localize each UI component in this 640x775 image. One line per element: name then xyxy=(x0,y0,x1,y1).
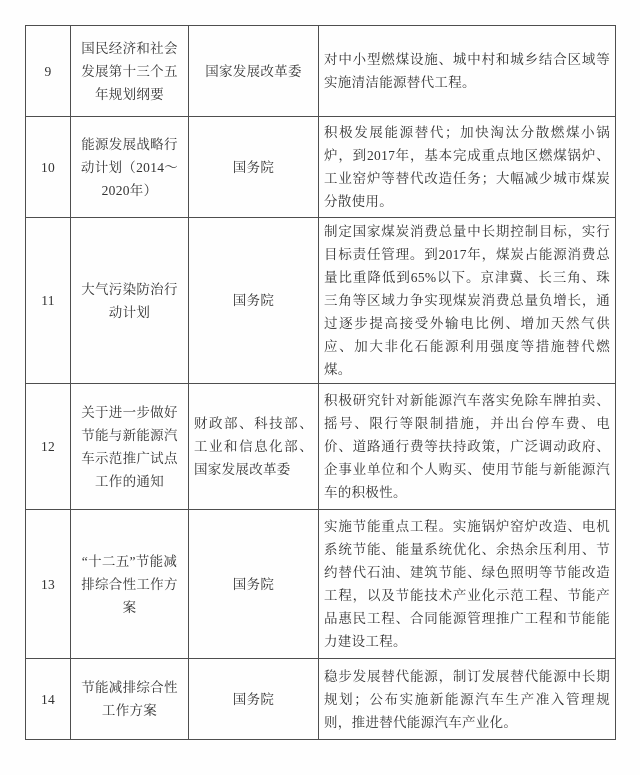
table-row xyxy=(26,218,616,384)
policy-table-body xyxy=(26,26,616,740)
cell-policy-name: 能源发展战略行动计划（2014～2020年） xyxy=(71,117,189,218)
cell-policy-name: 国民经济和社会发展第十三个五年规划纲要 xyxy=(71,26,189,117)
cell-policy-name: 节能减排综合性工作方案 xyxy=(71,659,189,740)
cell-description: 制定国家煤炭消费总量中长期控制目标，实行目标责任管理。到2017年，煤炭占能源消费总量比重降低到65%以下。京津冀、长三角、珠三角等区域力争实现煤炭消费总量负增长，通过逐步提高接受外输电比例、增加天然气供应、加大非化石能源利用强度等措施替代燃煤。 xyxy=(319,218,616,384)
table-row xyxy=(26,384,616,510)
cell-description: 积极研究针对新能源汽车落实免除车牌拍卖、摇号、限行等限制措施，并出台停车费、电价、道路通行费等扶持政策，广泛调动政府、企事业单位和个人购买、使用节能与新能源汽车的积极性。 xyxy=(319,384,616,510)
cell-row-number: 14 xyxy=(26,659,71,740)
table-row xyxy=(26,117,616,218)
cell-description: 稳步发展替代能源，制订发展替代能源中长期规划；公布实施新能源汽车生产准入管理规则，推进替代能源汽车产业化。 xyxy=(319,659,616,740)
cell-row-number: 11 xyxy=(26,218,71,384)
cell-description: 对中小型燃煤设施、城中村和城乡结合区域等实施清洁能源替代工程。 xyxy=(319,26,616,117)
cell-row-number: 12 xyxy=(26,384,71,510)
cell-issuer: 国务院 xyxy=(189,218,319,384)
cell-policy-name: 关于进一步做好节能与新能源汽车示范推广试点工作的通知 xyxy=(71,384,189,510)
cell-policy-name: 大气污染防治行动计划 xyxy=(71,218,189,384)
cell-issuer: 国务院 xyxy=(189,659,319,740)
cell-description: 实施节能重点工程。实施锅炉窑炉改造、电机系统节能、能量系统优化、余热余压利用、节约替代石油、建筑节能、绿色照明等节能改造工程，以及节能技术产业化示范工程、节能产品惠民工程、合同能源管理推广工程和节能能力建设工程。 xyxy=(319,510,616,659)
cell-row-number: 10 xyxy=(26,117,71,218)
cell-description: 积极发展能源替代；加快淘汰分散燃煤小锅炉，到2017年，基本完成重点地区燃煤锅炉、工业窑炉等替代改造任务；大幅减少城市煤炭分散使用。 xyxy=(319,117,616,218)
cell-row-number: 9 xyxy=(26,26,71,117)
cell-row-number: 13 xyxy=(26,510,71,659)
cell-issuer: 国家发展改革委 xyxy=(189,26,319,117)
table-row xyxy=(26,659,616,740)
cell-issuer: 国务院 xyxy=(189,510,319,659)
table-row xyxy=(26,26,616,117)
cell-issuer: 国务院 xyxy=(189,117,319,218)
policy-table xyxy=(25,25,616,740)
cell-issuer: 财政部、科技部、工业和信息化部、国家发展改革委 xyxy=(189,384,319,510)
cell-policy-name: “十二五”节能减排综合性工作方案 xyxy=(71,510,189,659)
table-row xyxy=(26,510,616,659)
